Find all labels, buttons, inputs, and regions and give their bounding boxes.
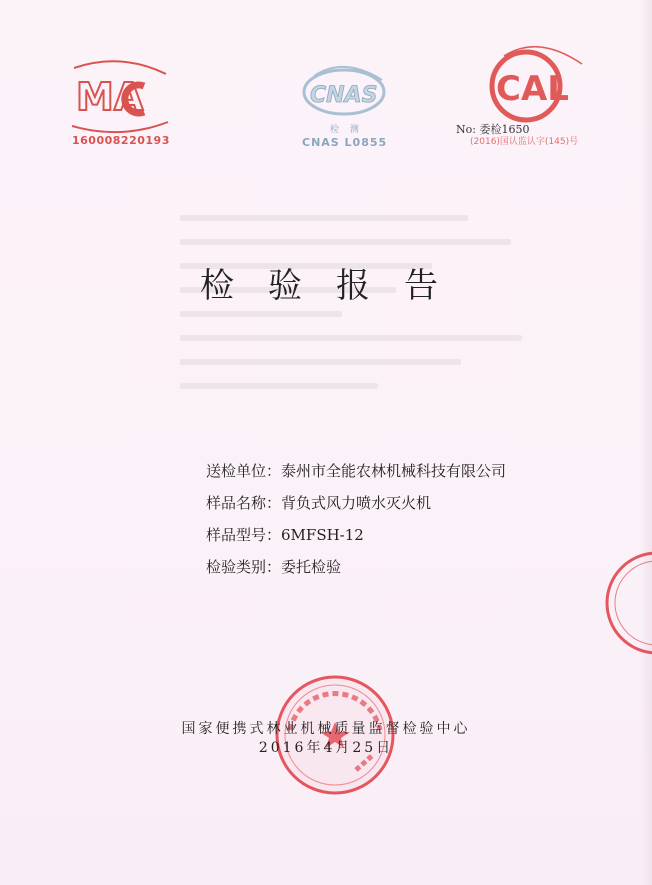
cma-logo <box>66 60 176 150</box>
field-sample-model <box>206 524 506 545</box>
cnas-logo <box>296 62 392 154</box>
issue-date: 2016年4月25日 <box>258 740 394 756</box>
field-value: 泰州市全能农林机械科技有限公司 <box>281 462 507 480</box>
field-inspection-type <box>206 556 506 577</box>
page-title: 检验报告 <box>200 266 472 306</box>
issuing-organization: 国家便携式林业机械质量监督检验中心 <box>181 721 471 737</box>
field-sample-name <box>206 492 506 513</box>
report-fields <box>206 460 506 588</box>
cal-logo <box>478 46 598 166</box>
field-label: 样品名称： <box>206 494 282 512</box>
field-label: 送检单位： <box>206 462 282 480</box>
field-client <box>206 460 506 481</box>
cma-logo-text: MA <box>76 75 144 119</box>
field-value: 委托检验 <box>281 558 342 576</box>
report-number-value: 委检1650 <box>479 123 530 136</box>
cal-logo-text: CAL <box>496 69 569 109</box>
field-label: 检验类别： <box>206 558 282 576</box>
field-value: 背负式风力喷水灭火机 <box>281 494 432 512</box>
bleed-through-text <box>180 215 540 465</box>
cnas-logo-text: CNAS <box>310 83 378 108</box>
report-number-prefix: No: <box>456 123 476 136</box>
cal-cert-number: (2016)国认监认字(145)号 <box>470 137 579 147</box>
field-value: 6MFSH-12 <box>281 526 364 544</box>
side-seal-stamp <box>602 548 652 658</box>
cnas-code: CNAS L0855 <box>302 136 388 149</box>
field-label: 样品型号： <box>206 526 282 544</box>
cnas-middle-text: 检 测 <box>330 125 363 135</box>
cma-code: 160008220193 <box>72 134 170 147</box>
